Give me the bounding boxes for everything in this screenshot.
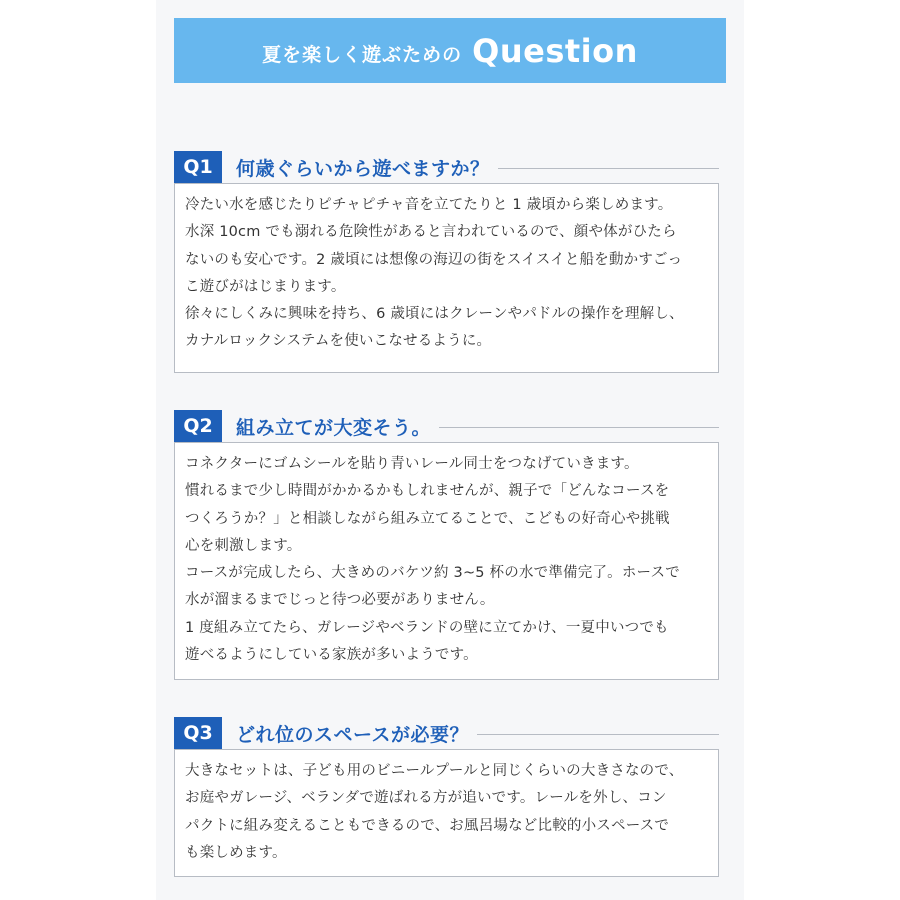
question-heading — [174, 151, 719, 183]
question-badge: Q2 — [174, 410, 222, 442]
header-subtitle: 夏を楽しく遊ぶための — [262, 44, 463, 66]
answer-line: 大きなセットは、子ども用のビニールプールと同じくらいの大きさなので、 — [185, 763, 684, 779]
answer-line: コースが完成したら、大きめのバケツ約 3~5 杯の水で準備完了。ホースで — [185, 565, 680, 582]
question-heading — [174, 410, 719, 442]
question-badge: Q1 — [174, 151, 222, 183]
answer-line: パクトに組み変えることもできるので、お風呂場など比較的小スペースで — [185, 817, 670, 834]
answer-line: も楽しめます。 — [185, 844, 287, 861]
answer-line: ないのも安心です。2 歳頃には想像の海辺の街をスイスイと船を動かすごっ — [185, 251, 683, 268]
question-title: どれ位のスペースが必要？ — [236, 723, 470, 746]
answer-line: お庭やガレージ、ベランダで遊ばれる方が追いです。レールを外し、コン — [185, 790, 667, 807]
question-title: 組み立てが大変そう。 — [236, 416, 432, 439]
heading-divider — [498, 168, 719, 169]
question-title: 何歳ぐらいから遊べますか？ — [236, 157, 490, 180]
answer-line: 徐々にしくみに興味を持ち、6 歳頃にはクレーンやパドルの操作を理解し、 — [185, 306, 684, 323]
answer-line: 冷たい水を感じたりピチャピチャ音を立てたりと 1 歳頃から楽しめます。 — [185, 197, 673, 213]
answer-box — [174, 749, 719, 877]
answer-line: 1 度組み立てたら、ガレージやベランドの壁に立てかけ、一夏中いつでも — [185, 619, 669, 636]
question-badge: Q3 — [174, 717, 222, 749]
question-heading — [174, 717, 719, 749]
answer-line: 心を刺激します。 — [185, 537, 302, 554]
answer-line: つくろうか？」と相談しながら組み立てることで、こどもの好奇心や挑戦 — [185, 510, 670, 527]
heading-divider — [439, 427, 719, 428]
header-title: Question — [472, 31, 638, 70]
answer-line: 遊べるようにしている家族が多いようです。 — [185, 647, 478, 664]
question-2 — [174, 410, 719, 680]
question-3 — [174, 717, 719, 877]
question-1 — [174, 151, 719, 373]
answer-line: こ遊びがはじまります。 — [185, 278, 346, 295]
answer-line: 慣れるまで少し時間がかかるかもしれませんが、親子で「どんなコースを — [185, 483, 670, 500]
answer-box — [174, 183, 719, 373]
answer-line: コネクターにゴムシールを貼り青いレール同士をつなげていきます。 — [185, 456, 639, 472]
answer-line: カナルロックシステムを使いこなせるように。 — [185, 333, 492, 350]
answer-line: 水深 10cm でも溺れる危険性があると言われているので、顔や体がひたら — [185, 224, 677, 241]
answer-line: 水が溜まるまでじっと待つ必要がありません。 — [185, 592, 495, 609]
page-header — [174, 18, 726, 83]
heading-divider — [477, 734, 719, 735]
answer-box — [174, 442, 719, 680]
